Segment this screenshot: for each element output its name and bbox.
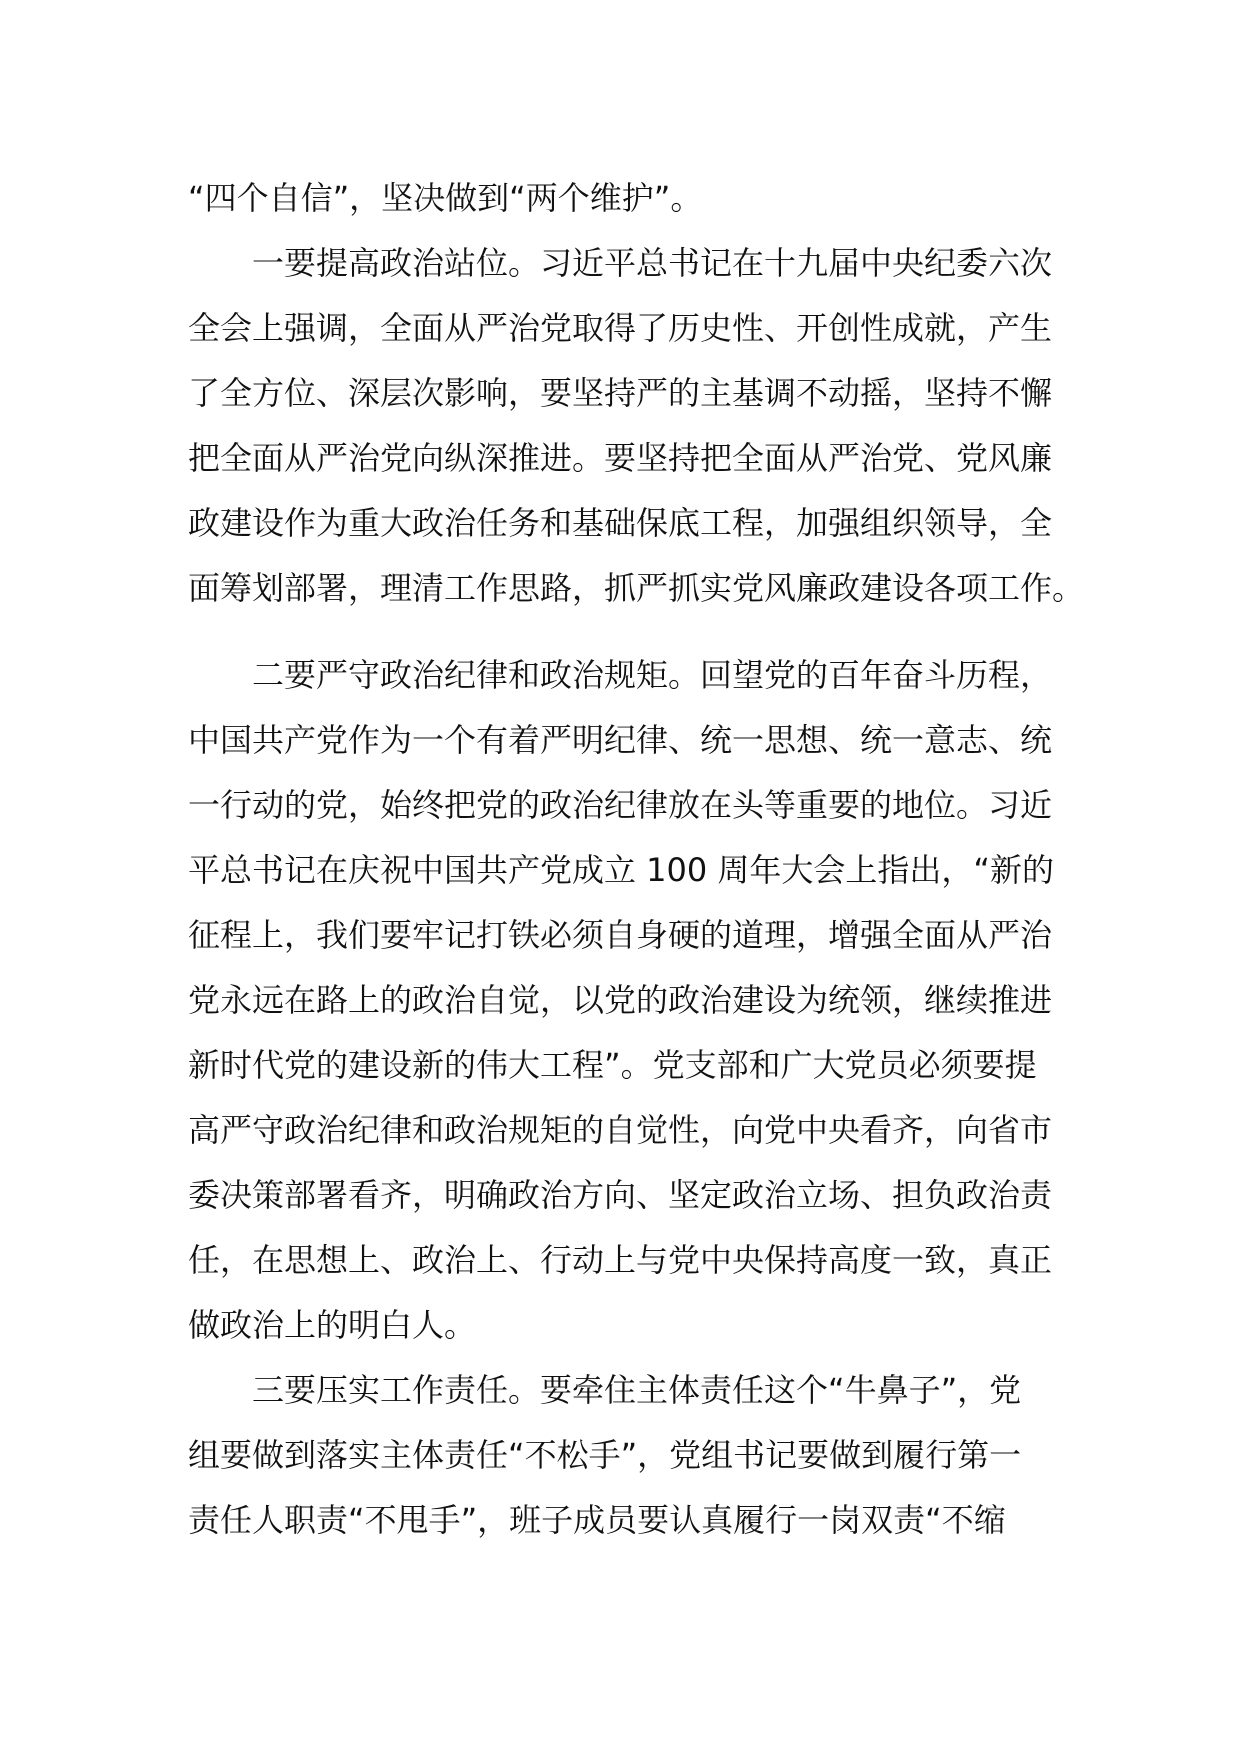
text-line: 全会上强调，全面从严治党取得了历史性、开创性成就，产生: [188, 309, 1053, 347]
text-line: 委决策部署看齐，明确政治方向、坚定政治立场、担负政治责: [188, 1176, 1053, 1214]
text-line: 面筹划部署，理清工作思路，抓严抓实党风廉政建设各项工作。: [188, 569, 1085, 607]
text-line: 政建设作为重大政治任务和基础保底工程，加强组织领导，全: [188, 504, 1053, 542]
text-line: 了全方位、深层次影响，要坚持严的主基调不动摇，坚持不懈: [188, 374, 1053, 412]
text-line: 做政治上的明白人。: [188, 1306, 477, 1344]
text-line: 征程上，我们要牢记打铁必须自身硬的道理，增强全面从严治: [188, 916, 1053, 954]
document-body: [188, 166, 1085, 1553]
paragraph-3-start: 三要压实工作责任。要牵住主体责任这个“牛鼻子”，党: [252, 1371, 1022, 1409]
text-line: 党永远在路上的政治自觉，以党的政治建设为统领，继续推进: [188, 981, 1053, 1019]
paragraph-2-start: 二要严守政治纪律和政治规矩。回望党的百年奋斗历程，: [252, 656, 1053, 694]
text-line: 组要做到落实主体责任“不松手”，党组书记要做到履行第一: [188, 1436, 1022, 1474]
text-line: 把全面从严治党向纵深推进。要坚持把全面从严治党、党风廉: [188, 439, 1053, 477]
text-line: “四个自信”，坚决做到“两个维护”。: [188, 179, 703, 217]
text-line: 高严守政治纪律和政治规矩的自觉性，向党中央看齐，向省市: [188, 1111, 1053, 1149]
text-line: 任，在思想上、政治上、行动上与党中央保持高度一致，真正: [188, 1241, 1053, 1279]
text-line: 一行动的党，始终把党的政治纪律放在头等重要的地位。习近: [188, 786, 1053, 824]
text-line: 责任人职责“不甩手”，班子成员要认真履行一岗双责“不缩: [188, 1501, 1006, 1539]
paragraph-1-start: 一要提高政治站位。习近平总书记在十九届中央纪委六次: [252, 244, 1053, 282]
text-line: 中国共产党作为一个有着严明纪律、统一思想、统一意志、统: [188, 721, 1053, 759]
text-line: 平总书记在庆祝中国共产党成立 100 周年大会上指出，“新的: [188, 851, 1055, 889]
text-line: 新时代党的建设新的伟大工程”。党支部和广大党员必须要提: [188, 1046, 1037, 1084]
